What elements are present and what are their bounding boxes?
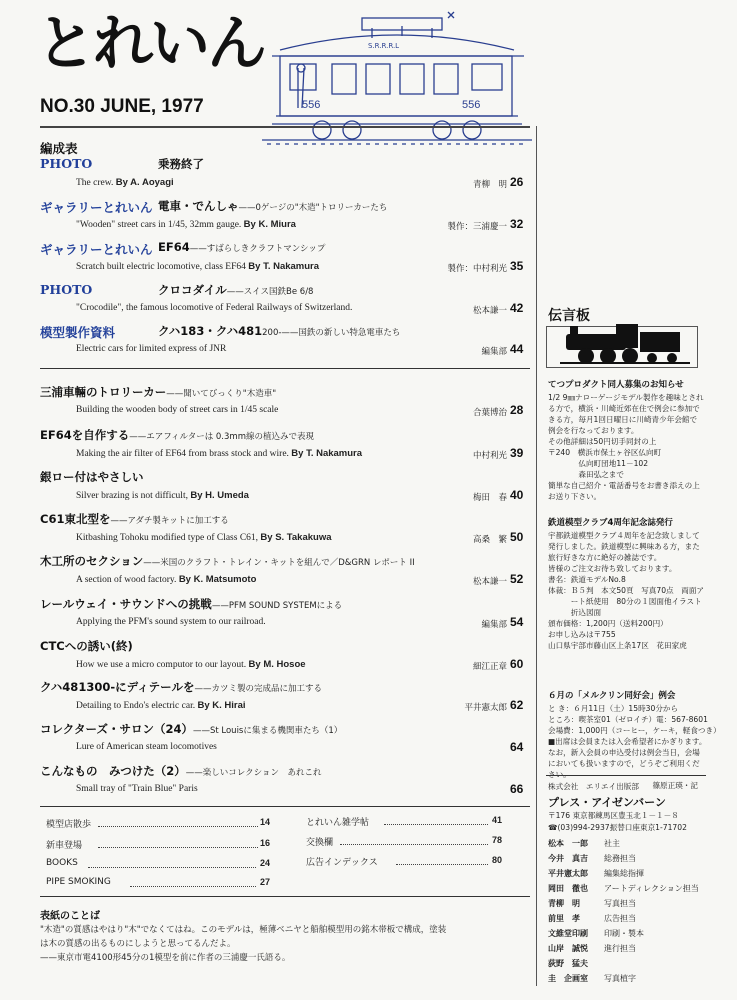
cover-note-body [40, 923, 446, 965]
notice2-body [548, 530, 704, 651]
contents-page: 28 [510, 403, 524, 417]
header-rule [40, 126, 530, 128]
title-subtitle: ——聞いてびっくり"木造車" [166, 389, 277, 399]
misc-label: 新車登場 [46, 841, 83, 851]
title-subtitle: ——スイス国鉄Be 6/8 [226, 287, 314, 297]
notice3-line: なお，新入会員の申込受付は例会当日，会場 [548, 748, 700, 757]
misc-leader [98, 847, 258, 848]
title-subtitle: ——楽しいコレクション あれこれ [185, 768, 322, 778]
title-text: クロコダイル [158, 283, 227, 297]
author-byline: By K. Miura [243, 219, 296, 230]
contents-credit: 製作：三浦慶一 [447, 222, 507, 232]
english-title: The crew. [76, 178, 114, 188]
contents-page: 26 [510, 175, 524, 189]
column-divider [536, 126, 537, 986]
title-text: こんなもの みつけた（2） [40, 764, 186, 778]
title-text: CTCへの誘い(終) [40, 639, 133, 653]
contents-category: 模型製作資料 [40, 325, 116, 340]
staff-row [548, 836, 699, 851]
english-title: Scratch built electric locomotive, class EF64 [76, 262, 246, 272]
contents-credit: 編集部 [481, 620, 507, 630]
staff-row [548, 866, 699, 881]
author-byline: By H. Umeda [190, 490, 249, 501]
english-title: Making the air filter of EF64 from brass stock and wire. [76, 449, 289, 459]
contents-title [158, 198, 387, 214]
misc-label: 交換欄 [306, 838, 334, 848]
contents-title [40, 596, 342, 612]
contents-english [76, 219, 296, 230]
notice2-line: 頒布価格：1,200円（送料200円） [548, 619, 668, 628]
contents-english [76, 700, 246, 711]
notice3-title: ６月の「メルクリン同好会」例会 [548, 691, 676, 701]
staff-name: 前里 孝 [548, 914, 580, 923]
contents-title [158, 282, 313, 298]
author-byline: By T. Nakamura [248, 261, 320, 272]
english-title: Kitbashing Tohoku modified type of Class C61, [76, 533, 259, 543]
misc-leader [396, 864, 488, 865]
title-subtitle: ——アダチ製キットに加工する [110, 516, 229, 526]
notice2-line: 皆様のご注文お待ち致しております。 [548, 564, 677, 573]
notice3-body [548, 703, 721, 791]
sidebar-title: 伝言板 [548, 308, 590, 324]
contents-english [76, 344, 226, 354]
title-text: EF64 [158, 240, 190, 254]
notice3-line: 篠原正瑛・記 [652, 781, 698, 790]
misc-page: 24 [260, 858, 271, 868]
contents-page: 66 [510, 782, 524, 796]
notice2-line: 書名：鉄道モデルNo.8 [548, 575, 626, 584]
misc-leader [88, 867, 256, 868]
staff-name: 松本 一郎 [548, 839, 588, 848]
title-text: コレクターズ・サロン（24） [40, 722, 193, 736]
contents-title [40, 427, 314, 443]
notice2-line: 山口県宇部市藤山区上条17区 花田家虎 [548, 641, 687, 650]
staff-role: 写真植字 [604, 974, 636, 983]
contents-credit: 細江正章 [472, 662, 507, 672]
english-title: Silver brazing is not difficult, [76, 491, 188, 501]
staff-name: 青柳 明 [548, 899, 580, 908]
notice2-line: 宇都鉄道模型クラブ４周年を記念致しまして [548, 531, 700, 540]
staff-row [548, 956, 699, 971]
notice1-line: 森田弘之まで [548, 470, 624, 479]
contents-title [40, 384, 276, 400]
notice1-line: 例会を行なっております。 [548, 426, 639, 435]
cover-note-line: "木造"の質感はやはり"木"でなくてはね。このモデルは，極薄ベニヤと船舶模型用の銘木帯板で構成，塗装 [40, 925, 447, 935]
title-text: 電車・でんしゃ [158, 199, 239, 213]
title-subtitle: ——0ゲージの"木造"トロリーカーたち [238, 203, 388, 213]
notice1-line: 簡単な自己紹介・電話番号をお書き添えの上 [548, 481, 700, 490]
english-title: Lure of American steam locomotives [76, 742, 217, 752]
contents-page: 39 [510, 446, 524, 460]
notice2-line: 旅行好きな方に絶好の雑誌です。 [548, 553, 662, 562]
staff-name: 山岸 誠悦 [548, 944, 588, 953]
english-title: Applying the PFM's sound system to our railroad. [76, 617, 266, 627]
notice1-line: 〒240 横浜市保土ヶ谷区仏向町 [548, 448, 662, 457]
english-title: A section of wood factory. [76, 575, 177, 585]
staff-name: 圭 企画室 [548, 974, 588, 983]
title-text: 三浦車輛のトロリーカー [40, 385, 167, 399]
misc-leader [340, 844, 488, 845]
notice2-title: 鉄道模型クラブ4周年記念誌発行 [548, 518, 673, 528]
contents-english [76, 177, 174, 188]
misc-label: 広告インデックス [306, 858, 378, 868]
contents-english [76, 574, 256, 585]
steam-locomotive-icon [556, 318, 700, 370]
cover-note-title: 表紙のことば [40, 911, 100, 922]
title-text: レールウェイ・サウンドへの挑戦 [40, 597, 212, 611]
title-subtitle: ——すばらしきクラフトマンシップ [189, 244, 326, 254]
contents-title [40, 638, 133, 654]
magazine-logo: とれいん [36, 9, 264, 79]
misc-label: とれいん雑学帖 [306, 818, 370, 828]
contents-credit: 平井憲太郎 [464, 703, 507, 713]
staff-row [548, 881, 699, 896]
contents-page: 54 [510, 615, 524, 629]
staff-name: 荻野 猛夫 [548, 959, 588, 968]
notice3-line: 会場費：1,000円（コーヒー，ケーキ，軽食つき） [548, 726, 721, 735]
author-byline: By K. Matsumoto [178, 574, 257, 585]
contents-category: PHOTO [40, 282, 93, 297]
contents-title [158, 156, 204, 172]
publisher-company: 株式会社 エリエイ出版部 [548, 782, 639, 791]
staff-role: 写真担当 [604, 899, 636, 908]
divider-2 [40, 806, 530, 807]
contents-page: 44 [510, 342, 524, 356]
title-text: 木工所のセクション [40, 554, 144, 568]
english-title: "Crocodile", the famous locomotive of Federal Railways of Switzerland. [76, 303, 353, 313]
car-number-left: 556 [302, 99, 321, 111]
english-title: How we use a micro computor to our layout. [76, 660, 247, 670]
contents-title [40, 511, 229, 527]
contents-credit: 松本謙一 [472, 577, 507, 587]
contents-english [76, 617, 266, 627]
section-label: 編成表 [40, 141, 78, 156]
contents-category: PHOTO [40, 156, 93, 171]
contents-page: 60 [510, 657, 524, 671]
contents-credit: 青柳 明 [472, 180, 507, 190]
staff-row [548, 896, 699, 911]
publisher-phone: ☎(03)994-2937振替口座東京1-71702 [548, 823, 687, 832]
notice1-line: 1/2 9㎜ナローゲージモデル製作を趣味とされ [548, 393, 704, 402]
publisher-name: プレス・アイゼンバーン [548, 796, 666, 809]
staff-name: 今井 真吉 [548, 854, 588, 863]
cover-note-line: は木の質感の出るものにしようと思ってるんだよ。 [40, 939, 236, 950]
contents-english [76, 532, 332, 543]
car-number-right: 556 [462, 99, 481, 111]
publisher-address: 〒176 東京都練馬区豊玉北１－１－８ [548, 811, 679, 820]
title-subtitle: ——エアフィルターは 0.3mm線の植込みで表現 [129, 432, 314, 442]
notice2-line: ート紙使用 80分の１図面他イラスト [548, 597, 702, 606]
notice2-line: 折込図面 [548, 608, 602, 617]
misc-leader [98, 826, 258, 827]
contents-english [76, 659, 306, 670]
notice3-line: と き：６月11日（土）15時30分から [548, 704, 679, 713]
staff-row [548, 941, 699, 956]
contents-english [76, 490, 249, 501]
notice2-line: 発行しました。鉄道模型に興味ある方，また [548, 542, 700, 551]
contents-title [158, 240, 325, 254]
contents-credit: 製作：中村利光 [447, 264, 507, 274]
staff-role: 社主 [604, 839, 620, 848]
contents-english [76, 405, 278, 415]
title-text: 銀ロー付はやさしい [40, 470, 144, 484]
staff-row [548, 971, 699, 986]
contents-title [40, 763, 321, 779]
contents-english [76, 261, 319, 272]
contents-title [40, 679, 322, 695]
author-byline: By M. Hosoe [248, 659, 306, 670]
contents-credit: 合葉博治 [472, 408, 507, 418]
title-text: C61東北型を [40, 512, 111, 526]
car-lettering: S.R.R.R.L [368, 42, 400, 50]
staff-role: アートディレクション担当 [604, 884, 699, 893]
contents-english [76, 303, 352, 313]
contents-page: 52 [510, 572, 524, 586]
contents-english [76, 742, 217, 752]
misc-page: 80 [492, 855, 503, 865]
contents-page: 64 [510, 740, 524, 754]
english-title: Electric cars for limited express of JNR [76, 344, 227, 354]
contents-title [40, 721, 342, 737]
title-text: 乗務終了 [158, 157, 204, 171]
sidebar-divider [546, 775, 706, 776]
contents-page: 32 [510, 217, 524, 231]
notice3-line: ところ：喫茶室01（ゼロイチ）電：567-8601 [548, 715, 708, 724]
author-byline: By A. Aoyagi [115, 177, 174, 188]
author-byline: By S. Takakuwa [260, 532, 332, 543]
misc-page: 16 [260, 838, 271, 848]
english-title: Small tray of "Train Blue" Paris [76, 784, 198, 794]
divider-1 [40, 368, 530, 369]
staff-name: 平井憲太郎 [548, 869, 588, 878]
contents-page: 35 [510, 259, 524, 273]
title-subtitle: ——米国のクラフト・トレイン・キットを組んで／D&GRN レポート II [143, 558, 415, 568]
english-title: Detailing to Endo's electric car. [76, 701, 196, 711]
title-text: EF64を自作する [40, 428, 130, 442]
english-title: Building the wooden body of street cars in 1/45 scale [76, 405, 279, 415]
misc-page: 78 [492, 835, 503, 845]
contents-credit: 松本謙一 [472, 306, 507, 316]
staff-row [548, 926, 699, 941]
notice1-title: てつプロダクト同人募集のお知らせ [548, 380, 684, 390]
contents-page: 62 [510, 698, 524, 712]
misc-leader [384, 824, 488, 825]
staff-row [548, 911, 699, 926]
notice3-line: においても扱いますので，どうぞご利用くだ [548, 759, 700, 768]
misc-label: BOOKS [46, 858, 78, 868]
notice1-line: 仏向町団地11－102 [548, 459, 649, 468]
contents-english [76, 448, 362, 459]
notice1-line: お送り下さい。 [548, 492, 602, 501]
notice3-line: ■出席は会員または入会希望者にかぎります。 [548, 737, 707, 746]
misc-page: 27 [260, 877, 271, 887]
staff-role: 広告担当 [604, 914, 636, 923]
issue-date: NO.30 JUNE, 1977 [40, 96, 204, 117]
author-byline: By K. Hirai [197, 700, 246, 711]
english-title: "Wooden" street cars in 1/45, 32mm gauge. [76, 220, 242, 230]
title-subtitle: ——PFM SOUND SYSTEMによる [211, 601, 343, 611]
staff-role: 進行担当 [604, 944, 636, 953]
misc-leader [130, 886, 256, 887]
misc-label: 模型店散歩 [46, 820, 92, 830]
author-byline: By T. Nakamura [291, 448, 363, 459]
contents-page: 50 [510, 530, 524, 544]
notice1-line: る方で，横浜・川崎近郊在住で例会に参加で [548, 404, 700, 413]
contents-page: 42 [510, 301, 524, 315]
contents-title [40, 469, 144, 485]
cover-note-line: ——東京市電4100形45分の1模型を前に作者の三浦慶一氏語る。 [40, 953, 291, 964]
staff-row [548, 851, 699, 866]
contents-page: 40 [510, 488, 524, 502]
title-text: クハ481300-にディテールを [40, 680, 195, 694]
contents-title [158, 323, 400, 339]
misc-page: 14 [260, 817, 271, 827]
notice2-line: お申し込みは〒755 [548, 630, 616, 639]
divider-3 [40, 896, 530, 897]
title-text: クハ183・クハ481 [158, 324, 263, 338]
title-subtitle: ——カツミ製の完成品に加工する [194, 684, 322, 694]
contents-category: ギャラリーとれいん [40, 242, 153, 257]
staff-role: 編集総指揮 [604, 869, 644, 878]
misc-page: 41 [492, 815, 503, 825]
notice1-line: きる方，毎月1回日曜日に川崎青少年会館で [548, 415, 698, 424]
notice1-body [548, 392, 704, 502]
misc-label: PIPE SMOKING [46, 877, 111, 887]
contents-credit: 梅田 春 [472, 493, 507, 503]
title-subtitle: 200-——国鉄の新しい特急電車たち [262, 328, 401, 338]
staff-name: 岡田 徹也 [548, 884, 588, 893]
staff-name: 文維堂印刷 [548, 929, 588, 938]
notice1-line: その他詳細は50円切手同封の上 [548, 437, 657, 446]
staff-role: 印刷・製本 [604, 929, 644, 938]
contents-category: ギャラリーとれいん [40, 200, 153, 215]
staff-role: 総務担当 [604, 854, 636, 863]
contents-credit: 編集部 [481, 347, 507, 357]
staff-list [548, 836, 699, 986]
contents-english [76, 784, 198, 794]
contents-title [40, 553, 415, 569]
notice2-line: 体裁：Ｂ５判 本文50頁 写真70点 両面ア [548, 586, 705, 595]
title-subtitle: ——St Louisに集まる機関車たち（1） [192, 726, 343, 736]
contents-credit: 高桑 繁 [472, 535, 507, 545]
contents-credit: 中村利光 [472, 451, 507, 461]
